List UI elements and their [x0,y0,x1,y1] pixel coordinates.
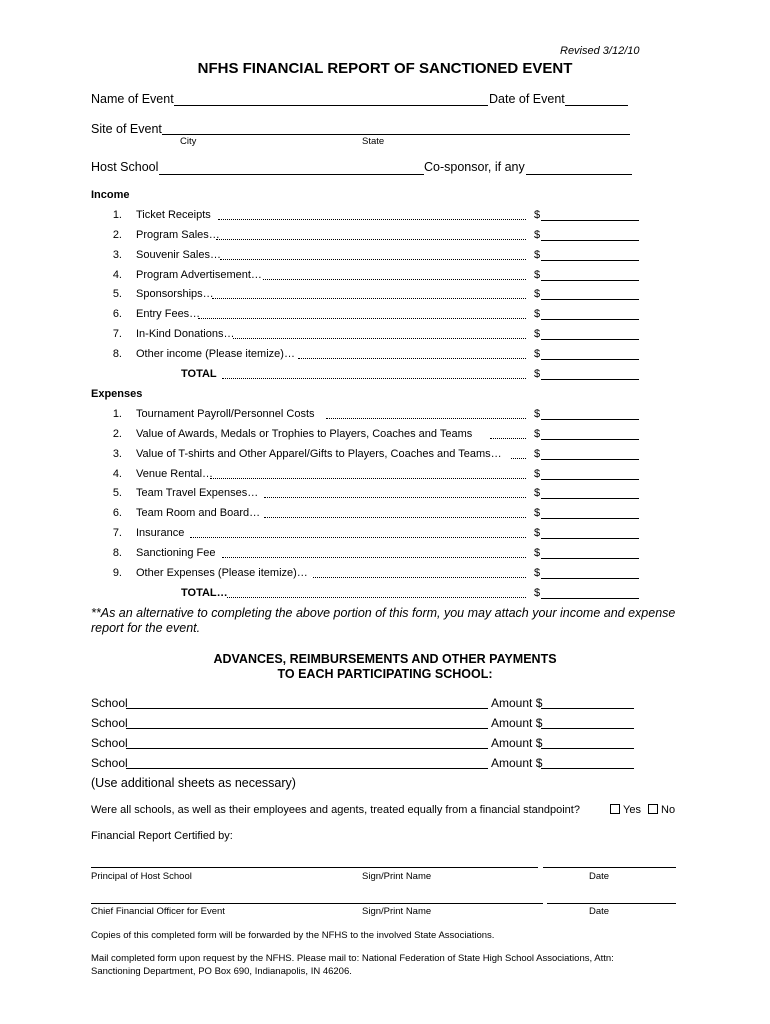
expenses-row [0,487,770,501]
leader-dots [326,418,526,419]
income-item-number: 2. [112,228,122,241]
currency-symbol: $ [534,507,541,520]
revised-date: Revised 3/12/10 [560,45,640,57]
cfo-date-label: Date [589,906,610,917]
mail-instructions-line1: Mail completed form upon request by the NFHS. Please mail to: National Federation of State High School Associations, Attn: [91,953,614,964]
income-row [0,308,770,322]
host-school-field[interactable] [159,174,424,175]
advances-heading-line1: ADVANCES, REIMBURSEMENTS AND OTHER PAYMENTS [213,652,557,666]
leader-dots [233,338,526,339]
expenses-item-label: Venue Rental… [136,467,214,480]
currency-symbol: $ [534,288,541,301]
income-item-number: 4. [112,268,122,281]
currency-symbol: $ [534,427,541,440]
cosponsor-label: Co-sponsor, if any [424,160,525,174]
mail-instructions-line2: Sanctioning Department, PO Box 690, Indianapolis, IN 46206. [91,966,352,977]
currency-symbol: $ [534,347,541,360]
currency-symbol: $ [534,467,541,480]
school-row [0,716,770,730]
income-total-label: TOTAL [181,367,217,380]
income-amount-field[interactable] [541,319,639,320]
income-heading: Income [91,189,130,201]
school-name-field[interactable] [126,728,488,729]
expenses-item-number: 9. [112,566,122,579]
currency-symbol: $ [534,586,541,599]
school-label: School [91,756,128,770]
income-row [0,328,770,342]
income-item-label: Other income (Please itemize)… [136,347,295,360]
event-name-label: Name of Event [91,92,174,106]
form-title: NFHS FINANCIAL REPORT OF SANCTIONED EVENT [197,60,573,77]
expenses-amount-field[interactable] [541,518,639,519]
income-amount-field[interactable] [541,359,639,360]
expenses-item-number: 6. [112,507,122,520]
currency-symbol: $ [534,527,541,540]
amount-label: Amount $ [491,696,543,710]
cfo-signature-line[interactable] [91,903,543,904]
income-item-label: Sponsorships… [136,288,214,301]
school-amount-field[interactable] [541,728,634,729]
income-item-number: 5. [112,288,122,301]
income-amount-field[interactable] [541,260,639,261]
expenses-item-label: Value of T-shirts and Other Apparel/Gifts to Players, Coaches and Teams… [136,447,502,460]
event-site-label: Site of Event [91,122,162,136]
additional-sheets-note: (Use additional sheets as necessary) [91,776,296,790]
expenses-amount-field[interactable] [541,459,639,460]
school-row [0,736,770,750]
school-name-field[interactable] [126,748,488,749]
income-amount-field[interactable] [541,280,639,281]
principal-signature-line[interactable] [91,867,538,868]
advances-heading-line2: TO EACH PARTICIPATING SCHOOL: [277,667,493,681]
currency-symbol: $ [534,228,541,241]
yes-label: Yes [623,804,641,816]
currency-symbol: $ [534,248,541,261]
expenses-row [0,468,770,482]
expenses-heading: Expenses [91,388,143,400]
income-amount-field[interactable] [541,220,639,221]
currency-symbol: $ [534,566,541,579]
currency-symbol: $ [534,487,541,500]
leader-dots [220,259,526,260]
expenses-item-number: 3. [112,447,122,460]
expenses-item-label: Sanctioning Fee [136,546,216,559]
equal-treatment-question: Were all schools, as well as their employees and agents, treated equally from a financial standpoint? [91,804,580,816]
expenses-amount-field[interactable] [541,538,639,539]
cfo-date-line[interactable] [547,903,676,904]
event-date-field[interactable] [565,105,628,106]
city-label: City [180,136,197,147]
expenses-item-label: Insurance [136,527,185,540]
event-site-field[interactable] [162,134,630,135]
expenses-item-label: Tournament Payroll/Personnel Costs [136,408,315,420]
expenses-amount-field[interactable] [541,578,639,579]
no-checkbox[interactable] [648,804,658,814]
school-row [0,696,770,710]
expenses-item-label: Team Room and Board… [136,507,261,520]
expenses-total-row [0,587,770,601]
income-item-label: Program Advertisement… [136,268,262,281]
cfo-label: Chief Financial Officer for Event [91,906,225,917]
income-row [0,288,770,302]
principal-date-label: Date [589,871,610,882]
expenses-item-number: 2. [112,427,122,440]
expenses-item-label: Value of Awards, Medals or Trophies to Players, Coaches and Teams [136,427,473,440]
expenses-item-label: Team Travel Expenses… [136,487,259,500]
currency-symbol: $ [534,308,541,321]
expenses-total-field[interactable] [541,598,639,599]
leader-dots [511,458,526,459]
leader-dots [263,279,526,280]
leader-dots [222,378,526,379]
principal-sign-print-label: Sign/Print Name [362,871,432,882]
income-item-number: 8. [112,347,122,360]
expenses-item-number: 7. [112,527,122,540]
expenses-amount-field[interactable] [541,439,639,440]
income-row [0,249,770,263]
leader-dots [218,219,526,220]
expenses-total-label: TOTAL… [181,586,228,599]
school-amount-field[interactable] [541,768,634,769]
state-label: State [362,136,385,147]
expenses-amount-field[interactable] [541,479,639,480]
school-amount-field[interactable] [541,708,634,709]
leader-dots [190,537,526,538]
leader-dots [222,557,526,558]
currency-symbol: $ [534,268,541,281]
currency-symbol: $ [534,447,541,460]
leader-dots [198,318,526,319]
income-item-label: Entry Fees… [136,308,201,321]
expenses-item-number: 5. [112,487,122,500]
certified-by-heading: Financial Report Certified by: [91,830,233,842]
expenses-amount-field[interactable] [541,558,639,559]
expenses-item-number: 1. [112,408,122,420]
amount-label: Amount $ [491,716,543,730]
expenses-row [0,527,770,541]
expenses-row [0,567,770,581]
cfo-sign-print-label: Sign/Print Name [362,906,432,917]
income-row [0,348,770,362]
amount-label: Amount $ [491,736,543,750]
event-name-field[interactable] [174,105,488,106]
income-item-label: Souvenir Sales… [136,248,221,261]
principal-label: Principal of Host School [91,871,192,882]
school-name-field[interactable] [126,768,488,769]
school-amount-field[interactable] [541,748,634,749]
copies-note: Copies of this completed form will be forwarded by the NFHS to the involved State Associations. [91,930,495,941]
income-total-row [0,368,770,382]
amount-label: Amount $ [491,756,543,770]
expenses-amount-field[interactable] [541,498,639,499]
event-date-label: Date of Event [489,92,565,106]
leader-dots [264,497,526,498]
school-label: School [91,696,128,710]
currency-symbol: $ [534,209,541,221]
no-label: No [661,804,676,816]
leader-dots [490,438,526,439]
income-row [0,229,770,243]
income-item-number: 7. [112,328,122,341]
leader-dots [298,358,526,359]
host-school-label: Host School [91,160,159,174]
currency-symbol: $ [534,408,541,420]
yes-option[interactable] [610,804,641,816]
expenses-item-number: 8. [112,546,122,559]
expenses-row [0,547,770,561]
no-option[interactable] [648,804,675,816]
income-item-label: Program Sales… [136,228,220,241]
cosponsor-field[interactable] [526,174,632,175]
leader-dots [264,517,526,518]
principal-date-line[interactable] [543,867,676,868]
income-item-number: 3. [112,248,122,261]
income-amount-field[interactable] [541,339,639,340]
school-label: School [91,716,128,730]
income-item-label: In-Kind Donations… [136,328,235,341]
income-item-number: 6. [112,308,122,321]
alternative-note: **As an alternative to completing the above portion of this form, you may attach your income and expense report for the event. [91,606,676,635]
currency-symbol: $ [534,328,541,341]
school-label: School [91,736,128,750]
income-amount-field[interactable] [541,299,639,300]
expenses-item-number: 4. [112,467,122,480]
income-item-label: Ticket Receipts [136,209,211,221]
expenses-amount-field[interactable] [541,419,639,420]
leader-dots [313,577,526,578]
expenses-row [0,408,770,422]
expenses-row [0,428,770,442]
income-item-number: 1. [112,209,122,221]
income-row [0,209,770,223]
expenses-row [0,448,770,462]
currency-symbol: $ [534,546,541,559]
expenses-item-label: Other Expenses (Please itemize)… [136,566,308,579]
income-row [0,269,770,283]
leader-dots [210,478,526,479]
currency-symbol: $ [534,367,541,380]
expenses-row [0,507,770,521]
leader-dots [212,298,526,299]
leader-dots [216,239,526,240]
school-row [0,756,770,770]
leader-dots [227,597,526,598]
yes-checkbox[interactable] [610,804,620,814]
income-total-field[interactable] [541,379,639,380]
school-name-field[interactable] [126,708,488,709]
income-amount-field[interactable] [541,240,639,241]
